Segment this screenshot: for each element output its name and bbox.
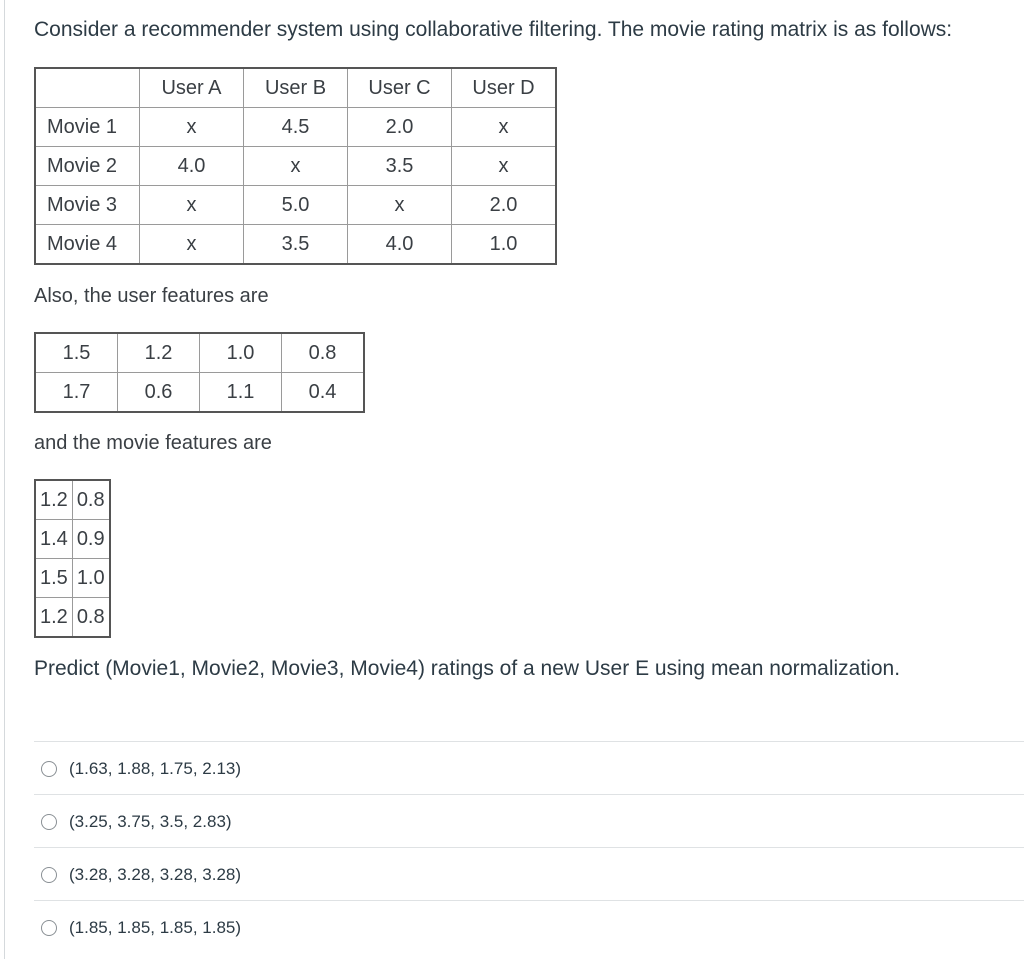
answer-option[interactable] <box>34 794 1024 848</box>
radio-button[interactable] <box>41 761 57 777</box>
rating-matrix-table <box>34 67 557 265</box>
table-cell: 1.5 <box>35 559 72 598</box>
table-header-row <box>35 68 556 108</box>
table-cell: 0.8 <box>72 598 109 638</box>
table-row-header: Movie 4 <box>35 225 140 265</box>
table-cell: 3.5 <box>348 147 452 186</box>
table-row <box>35 373 364 413</box>
answer-label: (3.25, 3.75, 3.5, 2.83) <box>69 811 232 831</box>
table-cell: x <box>140 225 244 265</box>
table-row-header: Movie 1 <box>35 108 140 147</box>
table-cell: 1.2 <box>35 480 72 520</box>
user-features-text: Also, the user features are <box>34 285 269 307</box>
table-header-cell: User A <box>140 68 244 108</box>
table-header-cell: User D <box>452 68 557 108</box>
table-cell: 4.0 <box>348 225 452 265</box>
table-cell: 1.7 <box>35 373 118 413</box>
table-cell: 0.6 <box>118 373 200 413</box>
radio-button[interactable] <box>41 920 57 936</box>
table-cell: 3.5 <box>244 225 348 265</box>
table-cell: x <box>452 147 557 186</box>
table-row <box>35 225 556 265</box>
table-row-header: Movie 3 <box>35 186 140 225</box>
table-row <box>35 559 110 598</box>
table-cell: x <box>244 147 348 186</box>
table-cell: 1.2 <box>118 333 200 373</box>
table-cell: 1.0 <box>72 559 109 598</box>
question-intro: Consider a recommender system using collaborative filtering. The movie rating matrix is as follows: <box>34 18 953 41</box>
movie-features-text: and the movie features are <box>34 432 272 454</box>
radio-button[interactable] <box>41 867 57 883</box>
table-cell: 0.9 <box>72 520 109 559</box>
table-cell: 1.4 <box>35 520 72 559</box>
table-row <box>35 333 364 373</box>
table-row <box>35 480 110 520</box>
left-border <box>4 0 5 959</box>
table-cell: 1.0 <box>452 225 557 265</box>
user-features-table <box>34 332 365 413</box>
table-cell: 1.0 <box>200 333 282 373</box>
table-cell: x <box>140 108 244 147</box>
table-cell: 1.5 <box>35 333 118 373</box>
table-cell: 4.0 <box>140 147 244 186</box>
table-row <box>35 108 556 147</box>
movie-features-table <box>34 479 111 638</box>
table-header-cell <box>35 68 140 108</box>
table-row <box>35 598 110 638</box>
table-cell: 0.4 <box>282 373 365 413</box>
answer-label: (1.85, 1.85, 1.85, 1.85) <box>69 917 242 937</box>
question-prompt: Predict (Movie1, Movie2, Movie3, Movie4) ratings of a new User E using mean normalization. <box>34 657 901 680</box>
table-row <box>35 520 110 559</box>
table-cell: 5.0 <box>244 186 348 225</box>
radio-button[interactable] <box>41 814 57 830</box>
table-cell: 1.1 <box>200 373 282 413</box>
table-cell: x <box>348 186 452 225</box>
answer-option[interactable] <box>34 847 1024 901</box>
table-header-cell: User B <box>244 68 348 108</box>
table-cell: x <box>452 108 557 147</box>
table-cell: 2.0 <box>452 186 557 225</box>
table-cell: 0.8 <box>72 480 109 520</box>
table-cell: 1.2 <box>35 598 72 638</box>
table-header-cell: User C <box>348 68 452 108</box>
answer-label: (1.63, 1.88, 1.75, 2.13) <box>69 758 242 778</box>
table-row <box>35 186 556 225</box>
table-cell: 0.8 <box>282 333 365 373</box>
answer-label: (3.28, 3.28, 3.28, 3.28) <box>69 864 242 884</box>
table-cell: 4.5 <box>244 108 348 147</box>
table-row-header: Movie 2 <box>35 147 140 186</box>
table-cell: 2.0 <box>348 108 452 147</box>
answer-option[interactable] <box>34 741 1024 795</box>
table-cell: x <box>140 186 244 225</box>
table-row <box>35 147 556 186</box>
answer-option[interactable] <box>34 900 1024 954</box>
